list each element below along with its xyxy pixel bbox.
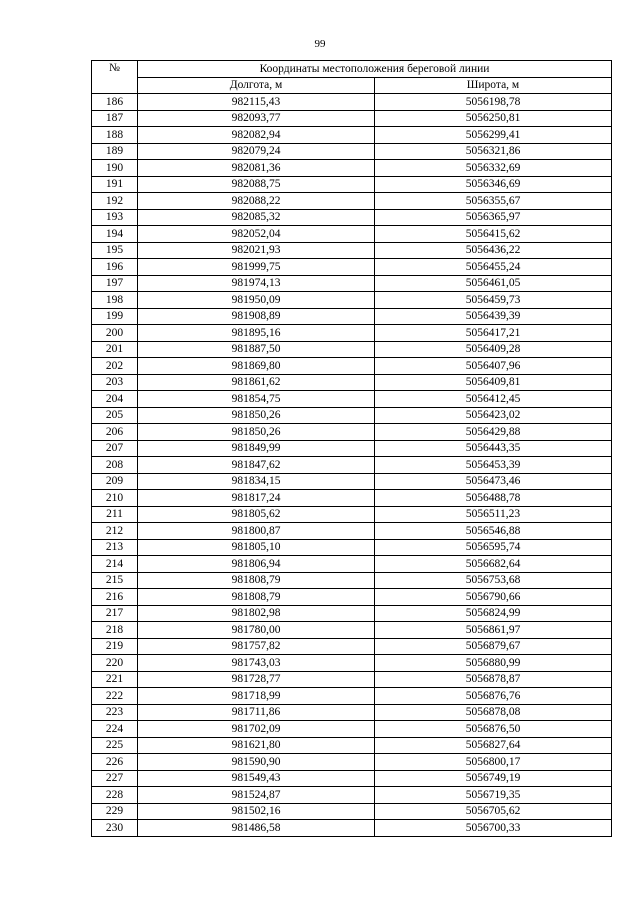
cell-latitude: 5056753,68 [375,572,612,589]
cell-number: 225 [92,737,138,754]
cell-longitude: 982082,94 [138,127,375,144]
cell-latitude: 5056453,39 [375,457,612,474]
table-row [92,820,612,837]
cell-longitude: 982085,32 [138,209,375,226]
cell-latitude: 5056461,05 [375,275,612,292]
cell-longitude: 981974,13 [138,275,375,292]
cell-number: 188 [92,127,138,144]
table-row [92,374,612,391]
cell-number: 193 [92,209,138,226]
table-row [92,490,612,507]
cell-longitude: 981702,09 [138,721,375,738]
table-row [92,655,612,672]
cell-latitude: 5056595,74 [375,539,612,556]
cell-longitude: 982021,93 [138,242,375,259]
cell-latitude: 5056355,67 [375,193,612,210]
cell-longitude: 981805,10 [138,539,375,556]
table-row [92,589,612,606]
table-row [92,721,612,738]
cell-number: 200 [92,325,138,342]
cell-number: 211 [92,506,138,523]
cell-longitude: 981808,79 [138,572,375,589]
table-row [92,143,612,160]
table-row [92,671,612,688]
cell-longitude: 981849,99 [138,440,375,457]
cell-latitude: 5056879,67 [375,638,612,655]
cell-latitude: 5056800,17 [375,754,612,771]
cell-longitude: 981780,00 [138,622,375,639]
cell-latitude: 5056198,78 [375,94,612,111]
cell-number: 230 [92,820,138,837]
cell-longitude: 981711,86 [138,704,375,721]
cell-latitude: 5056409,81 [375,374,612,391]
cell-latitude: 5056321,86 [375,143,612,160]
table-row [92,803,612,820]
table-row [92,127,612,144]
cell-number: 191 [92,176,138,193]
cell-number: 222 [92,688,138,705]
cell-longitude: 981850,26 [138,407,375,424]
cell-latitude: 5056878,08 [375,704,612,721]
cell-longitude: 981854,75 [138,391,375,408]
cell-number: 226 [92,754,138,771]
cell-number: 206 [92,424,138,441]
coordinates-table [91,60,612,837]
cell-longitude: 981869,80 [138,358,375,375]
cell-longitude: 981590,90 [138,754,375,771]
cell-longitude: 981908,89 [138,308,375,325]
cell-number: 229 [92,803,138,820]
cell-latitude: 5056415,62 [375,226,612,243]
table-row [92,341,612,358]
cell-latitude: 5056423,02 [375,407,612,424]
cell-latitude: 5056455,24 [375,259,612,276]
cell-latitude: 5056346,69 [375,176,612,193]
cell-longitude: 982093,77 [138,110,375,127]
table-row [92,770,612,787]
table-row [92,94,612,111]
cell-latitude: 5056682,64 [375,556,612,573]
table-row [92,638,612,655]
cell-number: 205 [92,407,138,424]
cell-latitude: 5056436,22 [375,242,612,259]
cell-number: 212 [92,523,138,540]
cell-longitude: 981806,94 [138,556,375,573]
cell-longitude: 981728,77 [138,671,375,688]
table-row [92,704,612,721]
cell-number: 204 [92,391,138,408]
cell-longitude: 981549,43 [138,770,375,787]
cell-longitude: 982088,22 [138,193,375,210]
cell-longitude: 982079,24 [138,143,375,160]
cell-longitude: 981805,62 [138,506,375,523]
table-row [92,556,612,573]
table-row [92,226,612,243]
cell-number: 189 [92,143,138,160]
table-row [92,688,612,705]
cell-longitude: 981524,87 [138,787,375,804]
cell-longitude: 981802,98 [138,605,375,622]
cell-latitude: 5056705,62 [375,803,612,820]
cell-number: 201 [92,341,138,358]
table-row [92,275,612,292]
table-row [92,292,612,309]
page-number: 99 [314,38,326,50]
cell-number: 219 [92,638,138,655]
cell-latitude: 5056880,99 [375,655,612,672]
cell-number: 215 [92,572,138,589]
cell-latitude: 5056412,45 [375,391,612,408]
cell-longitude: 981834,15 [138,473,375,490]
cell-latitude: 5056459,73 [375,292,612,309]
table-row [92,572,612,589]
table-row [92,473,612,490]
cell-latitude: 5056876,76 [375,688,612,705]
column-group-header-coordinates: Координаты местоположения береговой линии [138,61,612,78]
cell-number: 214 [92,556,138,573]
cell-latitude: 5056824,99 [375,605,612,622]
table-row [92,622,612,639]
cell-number: 195 [92,242,138,259]
cell-number: 209 [92,473,138,490]
cell-latitude: 5056546,88 [375,523,612,540]
table-row [92,325,612,342]
table-row [92,737,612,754]
cell-longitude: 982088,75 [138,176,375,193]
table-row [92,160,612,177]
table-row [92,605,612,622]
table-row [92,110,612,127]
table-row [92,193,612,210]
cell-latitude: 5056429,88 [375,424,612,441]
cell-longitude: 981817,24 [138,490,375,507]
cell-number: 187 [92,110,138,127]
cell-latitude: 5056790,66 [375,589,612,606]
table-row [92,407,612,424]
cell-latitude: 5056511,23 [375,506,612,523]
cell-latitude: 5056749,19 [375,770,612,787]
cell-number: 196 [92,259,138,276]
cell-latitude: 5056365,97 [375,209,612,226]
table-row [92,754,612,771]
cell-number: 194 [92,226,138,243]
cell-number: 199 [92,308,138,325]
table-row [92,440,612,457]
cell-latitude: 5056439,39 [375,308,612,325]
cell-number: 202 [92,358,138,375]
cell-longitude: 981950,09 [138,292,375,309]
cell-number: 216 [92,589,138,606]
cell-longitude: 981486,58 [138,820,375,837]
cell-number: 221 [92,671,138,688]
cell-number: 228 [92,787,138,804]
cell-longitude: 981621,80 [138,737,375,754]
cell-latitude: 5056417,21 [375,325,612,342]
cell-latitude: 5056827,64 [375,737,612,754]
cell-number: 198 [92,292,138,309]
cell-latitude: 5056719,35 [375,787,612,804]
column-header-longitude: Долгота, м [138,77,375,94]
table-row [92,391,612,408]
cell-latitude: 5056250,81 [375,110,612,127]
table-row [92,457,612,474]
cell-latitude: 5056473,46 [375,473,612,490]
cell-longitude: 982052,04 [138,226,375,243]
cell-longitude: 981808,79 [138,589,375,606]
cell-longitude: 981502,16 [138,803,375,820]
table-row [92,176,612,193]
cell-latitude: 5056332,69 [375,160,612,177]
cell-latitude: 5056409,28 [375,341,612,358]
cell-latitude: 5056878,87 [375,671,612,688]
cell-number: 203 [92,374,138,391]
cell-number: 210 [92,490,138,507]
cell-number: 223 [92,704,138,721]
table-row [92,358,612,375]
column-header-number: № [92,61,138,94]
cell-number: 192 [92,193,138,210]
table-row [92,523,612,540]
cell-longitude: 982115,43 [138,94,375,111]
cell-number: 186 [92,94,138,111]
cell-longitude: 981718,99 [138,688,375,705]
table-row [92,259,612,276]
cell-number: 218 [92,622,138,639]
table-row [92,424,612,441]
cell-number: 190 [92,160,138,177]
cell-latitude: 5056299,41 [375,127,612,144]
cell-longitude: 981895,16 [138,325,375,342]
cell-latitude: 5056861,97 [375,622,612,639]
cell-number: 227 [92,770,138,787]
cell-latitude: 5056700,33 [375,820,612,837]
cell-longitude: 981847,62 [138,457,375,474]
column-header-latitude: Широта, м [375,77,612,94]
cell-latitude: 5056488,78 [375,490,612,507]
cell-latitude: 5056876,50 [375,721,612,738]
table-header [92,61,612,94]
cell-longitude: 981743,03 [138,655,375,672]
cell-latitude: 5056407,96 [375,358,612,375]
cell-number: 220 [92,655,138,672]
table-row [92,787,612,804]
cell-longitude: 981887,50 [138,341,375,358]
cell-longitude: 981861,62 [138,374,375,391]
cell-longitude: 981800,87 [138,523,375,540]
cell-latitude: 5056443,35 [375,440,612,457]
table-row [92,308,612,325]
cell-number: 207 [92,440,138,457]
table-row [92,242,612,259]
cell-longitude: 981850,26 [138,424,375,441]
table-row [92,539,612,556]
table-row [92,506,612,523]
cell-number: 217 [92,605,138,622]
table-row [92,209,612,226]
cell-number: 197 [92,275,138,292]
table-body [92,94,612,837]
cell-longitude: 981757,82 [138,638,375,655]
cell-number: 213 [92,539,138,556]
cell-longitude: 981999,75 [138,259,375,276]
cell-longitude: 982081,36 [138,160,375,177]
cell-number: 224 [92,721,138,738]
cell-number: 208 [92,457,138,474]
